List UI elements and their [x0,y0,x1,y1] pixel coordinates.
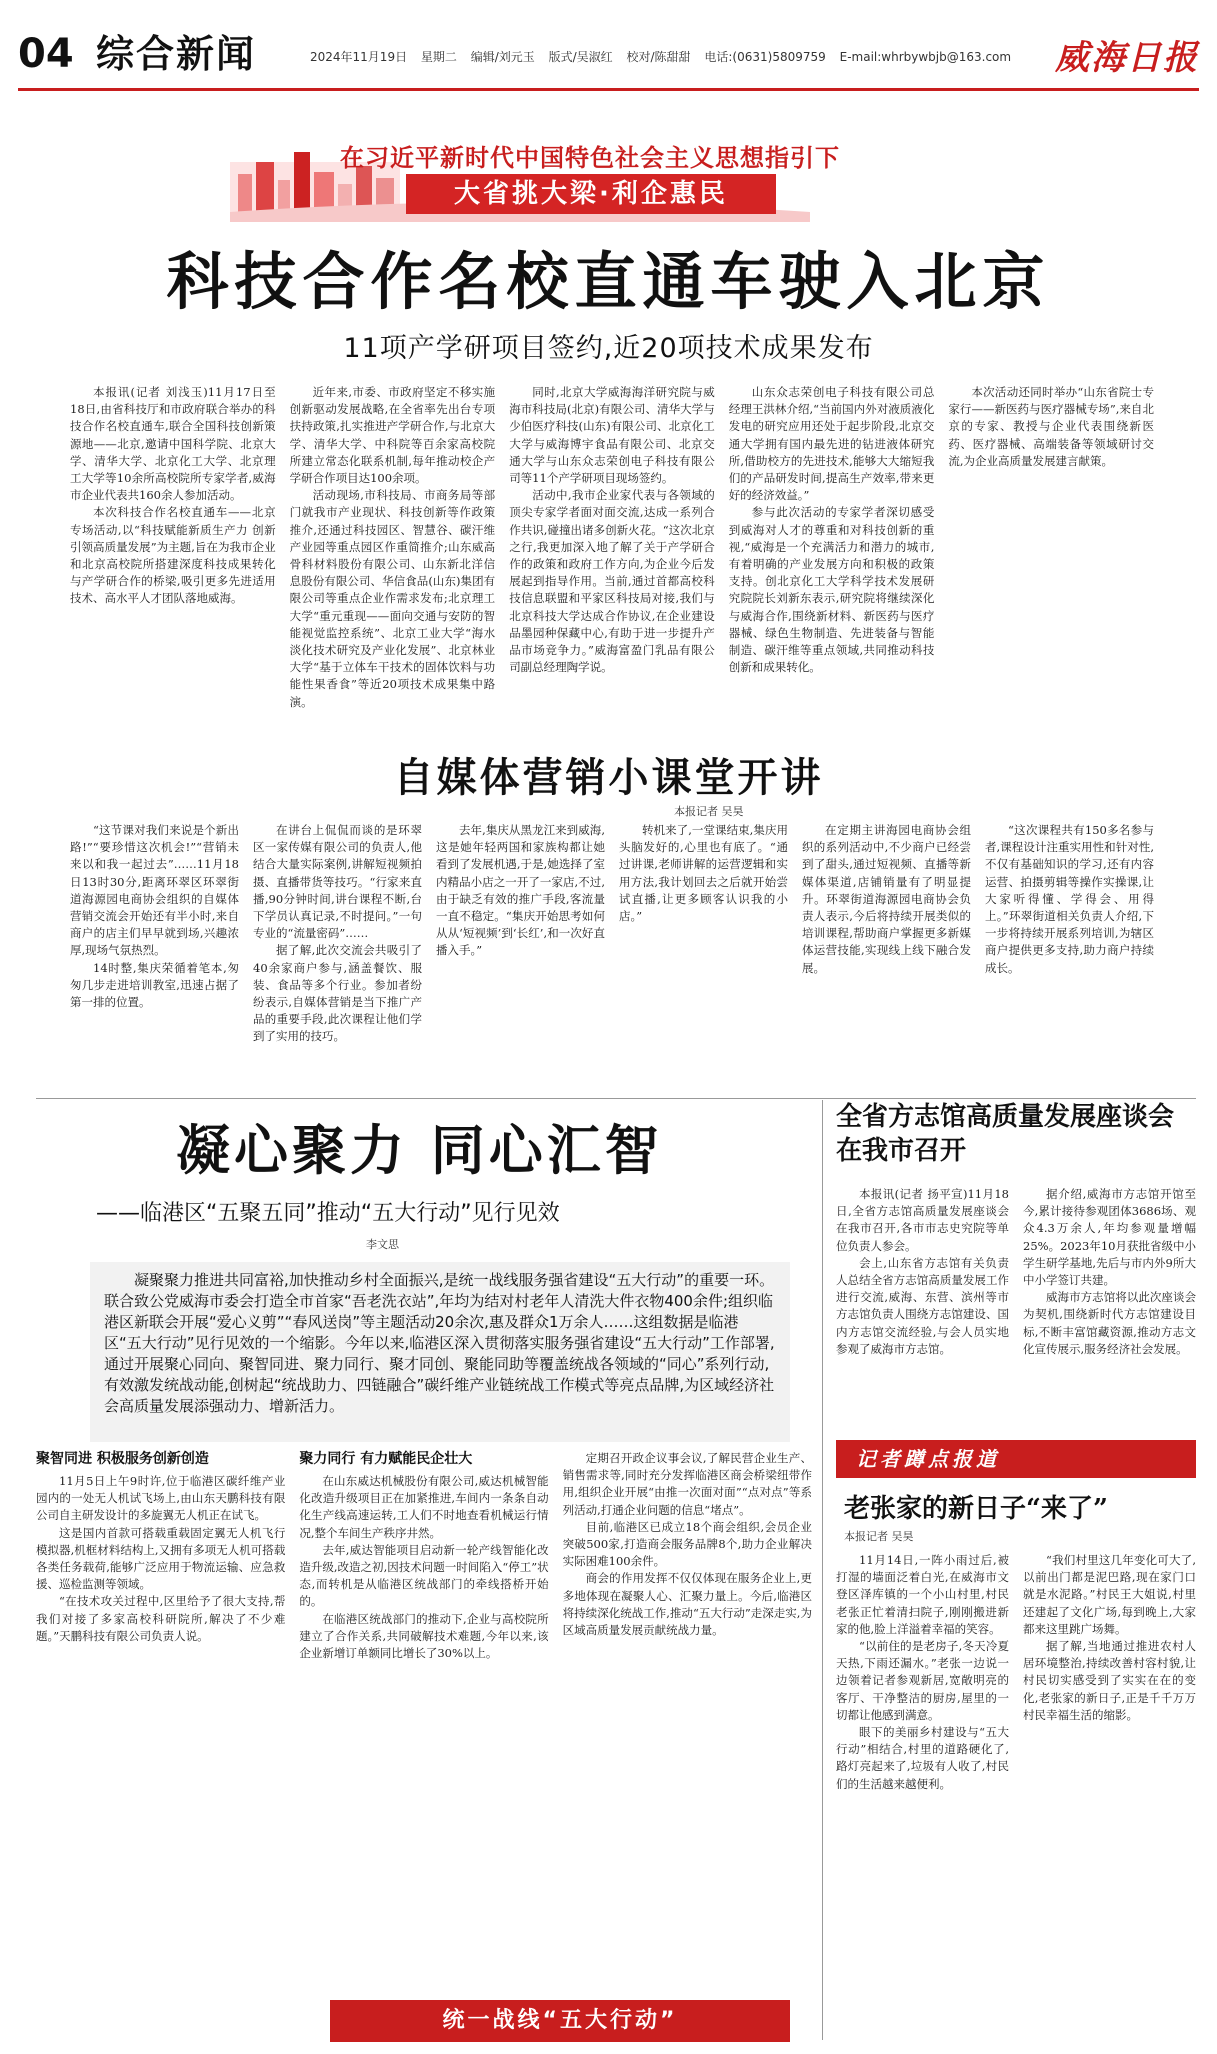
layout-credit: 版式/吴淑红 [548,50,613,64]
story3-intro: 凝聚聚力推进共同富裕,加快推动乡村全面振兴,是统一战线服务强省建设“五大行动”的重要一环。联合致公党威海市委会打造全市首家“吾老洗衣站”,年均为结对村老年人清洗大件衣物400余件;组织临港区新联会开展“爱心义剪”“春风送岗”等主题活动20余次,惠及群众1万余人……这组数据是临港区“五大行动”见行见效的一个缩影。今年以来,临港区深入贯彻落实服务强省建设“五大行动”工作部署,通过开展聚心同向、聚智同进、聚力同行、聚才同创、聚能同助等覆盖统战各领域的“同心”系列行动,有效激发统战动能,创树起“统战助力、四链融合”碳纤维产业链统战工作模式等亮点品牌,为区域经济社会高质量发展添强动力、增新活力。 [90,1262,790,1442]
article-paragraph: 在临港区统战部门的推动下,企业与高校院所建立了合作关系,共同破解技术难题,今年以来,该企业新增订单额同比增长了30%以上。 [299,1611,549,1661]
article-paragraph: 活动中,我市企业家代表与各领域的顶尖专家学者面对面交流,达成一系列合作共识,碰撞出诸多创新火花。“这次北京之行,我更加深入地了解了关于产学研合作的政策和政府工作方向,为企业今后发展起到指导作用。当前,通过首都高校科技信息联盟和平家区科技局对接,我们与北京科技大学达成合作协议,在企业建设品墨园种保藏中心,有助于进一步提升产品市场竞争力。”威海富盈门乳品有限公司副总经理陶学说。 [509,488,715,675]
article-column [436,822,605,1112]
email-address: E-mail:whrbywbjb@163.com [839,50,1012,64]
article-paragraph: 近年来,市委、市政府坚定不移实施创新驱动发展战略,在全省率先出台专项扶持政策,扎实推进产学研合作,与北京大学、清华大学、中科院等百余家高校院所建立常态化联系机制,每年推动校企产学研合作项目达100余项。 [289,385,496,486]
article-column [563,1450,812,1990]
article-paragraph: “这次课程共有150多名参与者,课程设计注重实用性和针对性,不仅有基础知识的学习,还有内容运营、拍摄剪辑等操作实操课,让大家听得懂、学得会、用得上。”环翠街道相关负责人介绍,下一步将持续开展系列培训,为辖区商户提供更多支持,助力商户持续成长。 [985,823,1154,975]
banner-theme: 大省挑大梁·利企惠民 [406,174,776,214]
theme-banner [230,132,840,222]
banner-slogan: 在习近平新时代中国特色社会主义思想指引下 [340,144,840,172]
article-paragraph: 本次活动还同时举办“山东省院士专家行——新医药与医疗器械专场”,来自北京的专家、教授与企业代表围绕新医药、医疗器械、高端装备等领域研讨交流,为企业高质量发展建言献策。 [948,385,1154,468]
article-paragraph: 目前,临港区已成立18个商会组织,会员企业突破500家,打造商会服务品牌8个,助力企业解决实际困难100余件。 [562,1519,812,1569]
article-paragraph: 本报讯(记者 刘浅玉)11月17日至18日,由省科技厅和市政府联合举办的科技合作名校直通车,联合全国科技创新策源地——北京,邀请中国科学院、北京大学、清华大学、北京化工大学、北京理工大学等10余所高校院所专家学者,威海市企业代表共160余人参加活动。 [70,385,276,503]
story3-byline: 李文思 [366,1238,399,1251]
page-number: 04 [18,31,74,77]
article-paragraph: 在定期主讲海园电商协会组织的系列活动中,不少商户已经尝到了甜头,通过短视频、直播等新媒体渠道,店铺销量有了明显提升。环翠街道海源园电商协会负责人表示,今后将持续开展类似的培训课程,帮助商户掌握更多新媒体运营技能,实现线上线下融合发展。 [802,823,971,975]
article-paragraph: “我们村里这几年变化可大了,以前出门都是泥巴路,现在家门口就是水泥路。”村民王大姐说,村里还建起了文化广场,每到晚上,大家都来这里跳广场舞。 [1023,1553,1196,1636]
article-paragraph: 这是国内首款可搭载重载固定翼无人机飞行模拟器,机框材料结构上,又拥有多项无人机可搭载各类任务载荷,能够广泛应用于物流运输、应急救援、巡检监测等领域。 [36,1525,286,1592]
story4-article-body [836,1186,1196,1422]
lead-headline: 科技合作名校直通车驶入北京 [166,245,1051,318]
article-paragraph: 本次科技合作名校直通车——北京专场活动,以“科技赋能新质生产力 创新引领高质量发展”为主题,旨在为我市企业和北京高校院所搭建深度科技成果转化与产学研合作的桥梁,吸引更多先进适用技术、高水平人才团队落地威海。 [70,505,276,606]
article-paragraph: 会上,山东省方志馆有关负责人总结全省方志馆高质量发展工作进行交流,威海、东营、滨州等市方志馆负责人围绕方志馆建设、国内方志馆交流经验,与会人员实地参观了威海市方志馆。 [836,1255,1009,1356]
article-column [836,1186,1009,1422]
editor-credit: 编辑/刘元玉 [470,50,535,64]
story3-article-body [36,1450,812,1990]
article-paragraph: “这节课对我们来说是个新出路!”“要珍惜这次机会!”“营销未来以和我一起过去”……11月18日13时30分,距离环翠区环翠街道海源园电商协会组织的自媒体营销交流会开始还有半小时,来自商户的店主们早早就到场,兴趣浓厚,现场气氛热烈。 [70,823,239,958]
article-paragraph: 同时,北京大学威海海洋研究院与威海市科技局(北京)有限公司、清华大学与少伯医疗科技(山东)有限公司、北京化工大学与威海博宇食品有限公司、北京交通大学与山东众志荣创电子科技有限公司等11个产学研项目现场签约。 [509,385,715,486]
article-paragraph: 山东众志荣创电子科技有限公司总经理王洪林介绍,“当前国内外对液质液化发电的研究应用还处于起步阶段,北京交通大学拥有国内最先进的钻进液体研究所,借助校方的先进技术,能够大大缩短我们的产品研发时间,提高生产效率,带来更好的经济效益。” [728,385,935,503]
article-paragraph: 本报讯(记者 扬平宣)11月18日,全省方志馆高质量发展座谈会在我市召开,各市市志史究院等单位负责人参会。 [836,1187,1009,1253]
section-heading: 聚力同行 有力赋能民企壮大 [299,1451,473,1467]
article-column [253,822,422,1112]
section-name: 综合新闻 [96,32,257,76]
article-paragraph: 11月5日上午9时许,位于临港区碳纤维产业园内的一处无人机试飞场上,由山东天鹏科技有限公司自主研发设计的多旋翼无人机正在试飞。 [36,1474,286,1523]
article-paragraph: 在山东威达机械股份有限公司,威达机械智能化改造升级项目正在加紧推进,车间内一条条自动化生产线高速运转,工人们不时地查看机械运行情况,整个车间生产秩序井然。 [299,1474,549,1540]
column-tag: 记者蹲点报道 [836,1440,1196,1478]
article-paragraph: 据介绍,威海市方志馆开馆至今,累计接待参观团体3686场、观众4.3万余人,年均参观量增幅25%。2023年10月获批省级中小学生研学基地,先后与市内外9所大中小学签订共建。 [1023,1187,1196,1288]
lead-subheadline: 11项产学研项目签约,近20项技术成果发布 [343,333,874,364]
story2-headline: 自媒体营销小课堂开讲 [393,754,824,801]
footer-column-bar: 统一战线“五大行动” [330,2000,790,2042]
paper-logo: 威海日报 [1055,38,1199,78]
column-article-body [836,1552,1196,2042]
article-column [509,384,715,744]
issue-weekday: 星期二 [420,50,457,64]
article-paragraph: “以前住的是老房子,冬天冷夏天热,下雨还漏水。”老张一边说一边领着记者参观新居,宽敞明亮的客厅、干净整洁的厨房,屋里的一切都让他感到满意。 [836,1639,1009,1722]
section-heading: 聚智同进 积极服务创新创造 [36,1451,209,1467]
article-paragraph: 转机来了,一堂课结束,集庆用头脑发好的,心里也有底了。“通过讲课,老师讲解的运营逻辑和实用方法,我计划回去之后就开始尝试直播,让更多顾客认识我的小店。” [619,823,788,924]
lead-article-body [70,384,1154,744]
meta-line [310,48,1021,65]
article-column [1023,1186,1196,1422]
phone-number: 电话:(0631)5809759 [704,50,826,64]
article-paragraph: “在技术攻关过程中,区里给予了很大支持,帮我们对接了多家高校科研院所,解决了不少难题。”天鹏科技有限公司负责人说。 [36,1594,286,1643]
article-column [70,822,239,1112]
article-paragraph: 威海市方志馆将以此次座谈会为契机,围绕新时代方志馆建设目标,不断丰富馆藏资源,推动方志文化宣传展示,服务经济社会发展。 [1023,1290,1196,1356]
header-rule [18,88,1199,91]
article-column [729,384,935,744]
article-paragraph: 14时整,集庆荣循着笔本,匆匆几步走进培训教室,迅速占据了第一排的位置。 [70,960,239,1010]
article-column [1023,1552,1196,2042]
article-column [985,822,1154,1112]
issue-date: 2024年11月19日 [310,50,408,64]
article-column [36,1450,285,1990]
article-paragraph: 参与此次活动的专家学者深切感受到威海对人才的尊重和对科技创新的重视,“威海是一个充满活力和潜力的城市,有着明确的产业发展方向和积极的政策支持。创北京化工大学科学技术发展研究院院长刘新东表示,研究院将继续深化与威海合作,围绕新材料、新医药与医疗器械、绿色生物制造、先进装备与智能制造、碳汗维等重点领域,共同推动科技创新和成果转化。 [728,505,935,675]
article-column [299,1450,548,1990]
story2-article-body [70,822,1154,1112]
section-divider [36,1098,1196,1099]
article-column [619,822,788,1112]
story3-headline: 凝心聚力 同心汇智 [176,1118,663,1182]
column-headline: 老张家的新日子“来了” [844,1494,1108,1524]
column-divider [822,1100,823,2040]
article-paragraph: 商会的作用发挥不仅仅体现在服务企业上,更多地体现在凝聚人心、汇聚力量上。今后,临港区将持续深化统战工作,推动“五大行动”走深走实,为区域高质量发展贡献统战力量。 [562,1571,812,1638]
masthead [18,26,1199,86]
article-paragraph: 定期召开政企议事会议,了解民营企业生产、销售需求等,同时充分发挥临港区商会桥梁纽带作用,组织企业开展“由推一次面对面”“点对点”等系列活动,打通企业问题的信息“堵点”。 [562,1451,812,1517]
article-paragraph: 在讲台上侃侃而谈的是环翠区一家传媒有限公司的负责人,他结合大量实际案例,讲解短视频拍摄、直播带货等技巧。“行家来直播,90分钟时间,讲台课程不断,台下学员认真记录,不时提问。”一句专业的“流量密码”…… [253,823,422,941]
article-paragraph: 据了解,此次交流会共吸引了40余家商户参与,涵盖餐饮、服装、食品等多个行业。参加者纷纷表示,自媒体营销是当下推广产品的重要手段,此次课程让他们学到了实用的技巧。 [253,943,422,1044]
article-paragraph: 去年,威达智能项目启动新一轮产线智能化改造升级,改造之初,因技术问题一时间陷入“停工”状态,而转机是从临港区统战部门的牵线搭桥开始的。 [299,1542,549,1609]
story4-headline: 全省方志馆高质量发展座谈会在我市召开 [836,1102,1175,1166]
article-paragraph: 活动现场,市科技局、市商务局等部门就我市产业现状、科技创新等作政策推介,还通过科技园区、智慧谷、碳汗维产业园等重点园区作重简推介;山东威高骨科材料股份有限公司、山东新北洋信息股份有限公司、华信食品(山东)集团有限公司等重点企业作需求发布;北京理工大学“重元重现——面向交通与安防的智能视觉监控系统”、北京工业大学“海水淡化技术研究及产业化发展”、北京林业大学“基于立体车干技术的固体饮料与功能性果香食”等近20项技术成果集中路演。 [289,488,496,709]
article-column [948,384,1154,744]
article-paragraph: 眼下的美丽乡村建设与“五大行动”相结合,村里的道路硬化了,路灯亮起来了,垃圾有人收了,村民们的生活越来越便利。 [836,1725,1009,1791]
article-column [836,1552,1009,2042]
article-paragraph: 据了解,当地通过推进农村人居环境整治,持续改善村容村貌,让村民切实感受到了实实在在的变化,老张家的新日子,正是千千万万村民幸福生活的缩影。 [1023,1639,1196,1722]
article-column [70,384,276,744]
proof-credit: 校对/陈甜甜 [626,50,691,64]
column-byline: 本报记者 吴昊 [844,1530,914,1543]
story3-subheadline: ——临港区“五聚五同”推动“五大行动”见行见效 [96,1201,560,1226]
story2-byline: 本报记者 吴昊 [674,805,744,818]
article-paragraph: 11月14日,一阵小雨过后,被打湿的墙面泛着白光,在威海市文登区泽库镇的一个小山村里,村民老张正忙着清扫院子,刚刚搬进新家的他,脸上洋溢着幸福的笑容。 [836,1553,1009,1636]
article-column [802,822,971,1112]
article-paragraph: 去年,集庆从黑龙江来到威海,这是她年轻两国和家族构都让她看到了发展机遇,于是,她选择了室内精品小店之一开了一家店,不过,由于缺乏有效的推广手段,客流量一直不稳定。“集庆开始思考如何从从‘短视频’到‘长红’,和一次好直播入手。” [436,823,605,958]
article-column [290,384,496,744]
